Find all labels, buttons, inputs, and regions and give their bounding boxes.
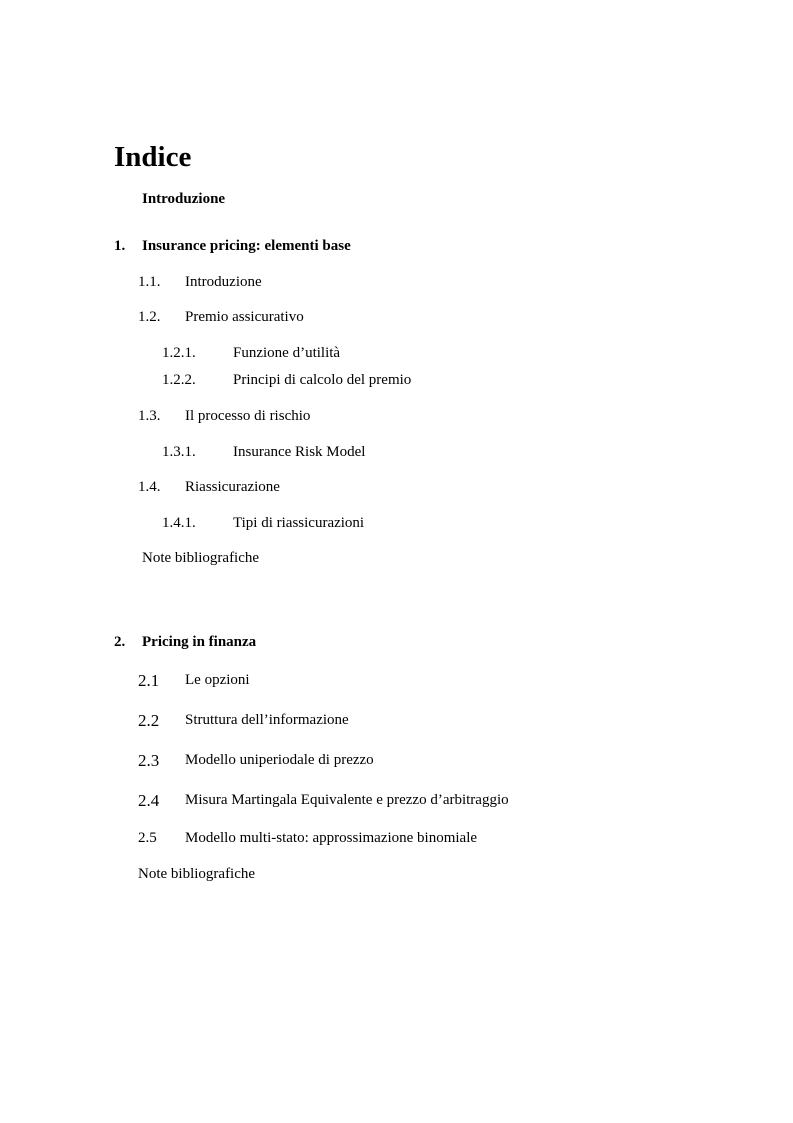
toc-section-1-2-number: 1.2. <box>138 309 161 325</box>
toc-subsection-1-3-1-number: 1.3.1. <box>162 444 196 460</box>
toc-section-1-3-number: 1.3. <box>138 408 161 424</box>
toc-section-2-2-title: Struttura dell’informazione <box>185 712 349 728</box>
toc-subsection-1-4-1-number: 1.4.1. <box>162 515 196 531</box>
toc-chapter-1-title: Insurance pricing: elementi base <box>142 238 351 254</box>
toc-section-2-1-title: Le opzioni <box>185 672 250 688</box>
toc-section-2-4-number: 2.4 <box>138 791 160 810</box>
toc-chapter-2-number: 2. <box>114 634 126 650</box>
toc-subsection-1-2-1-title: Funzione d’utilità <box>233 345 341 361</box>
toc-subsection-1-2-2-title: Principi di calcolo del premio <box>233 372 412 388</box>
toc-subsection-1-2-2-number: 1.2.2. <box>162 372 196 388</box>
toc-section-2-3-title: Modello uniperiodale di prezzo <box>185 752 374 768</box>
toc-section-2-5-number: 2.5 <box>138 830 157 846</box>
toc-section-2-2-number: 2.2 <box>138 711 160 730</box>
toc-section-2-1-number: 2.1 <box>138 671 160 690</box>
toc-section-1-3-title: Il processo di rischio <box>185 408 311 424</box>
toc-section-1-1-number: 1.1. <box>138 274 161 290</box>
toc-section-2-3-number: 2.3 <box>138 751 160 770</box>
toc-chapter-1-number: 1. <box>114 238 126 254</box>
toc-section-2-4-title: Misura Martingala Equivalente e prezzo d’arbitraggio <box>185 792 509 808</box>
toc-subsection-1-2-1-number: 1.2.1. <box>162 345 196 361</box>
page-title: Indice <box>114 141 192 173</box>
toc-subsection-1-4-1-title: Tipi di riassicurazioni <box>233 515 365 531</box>
toc-subsection-1-3-1-title: Insurance Risk Model <box>233 444 366 460</box>
toc-entry-introduzione: Introduzione <box>142 191 226 207</box>
toc-section-1-4-title: Riassicurazione <box>185 479 280 495</box>
toc-chapter-2-notes: Note bibliografiche <box>138 866 256 882</box>
toc-section-1-2-title: Premio assicurativo <box>185 309 304 325</box>
toc-chapter-1-notes: Note bibliografiche <box>142 550 260 566</box>
toc-chapter-2-title: Pricing in finanza <box>142 634 257 650</box>
toc-section-1-1-title: Introduzione <box>185 274 262 290</box>
toc-section-2-5-title: Modello multi-stato: approssimazione binomiale <box>185 830 478 846</box>
toc-section-1-4-number: 1.4. <box>138 479 161 495</box>
